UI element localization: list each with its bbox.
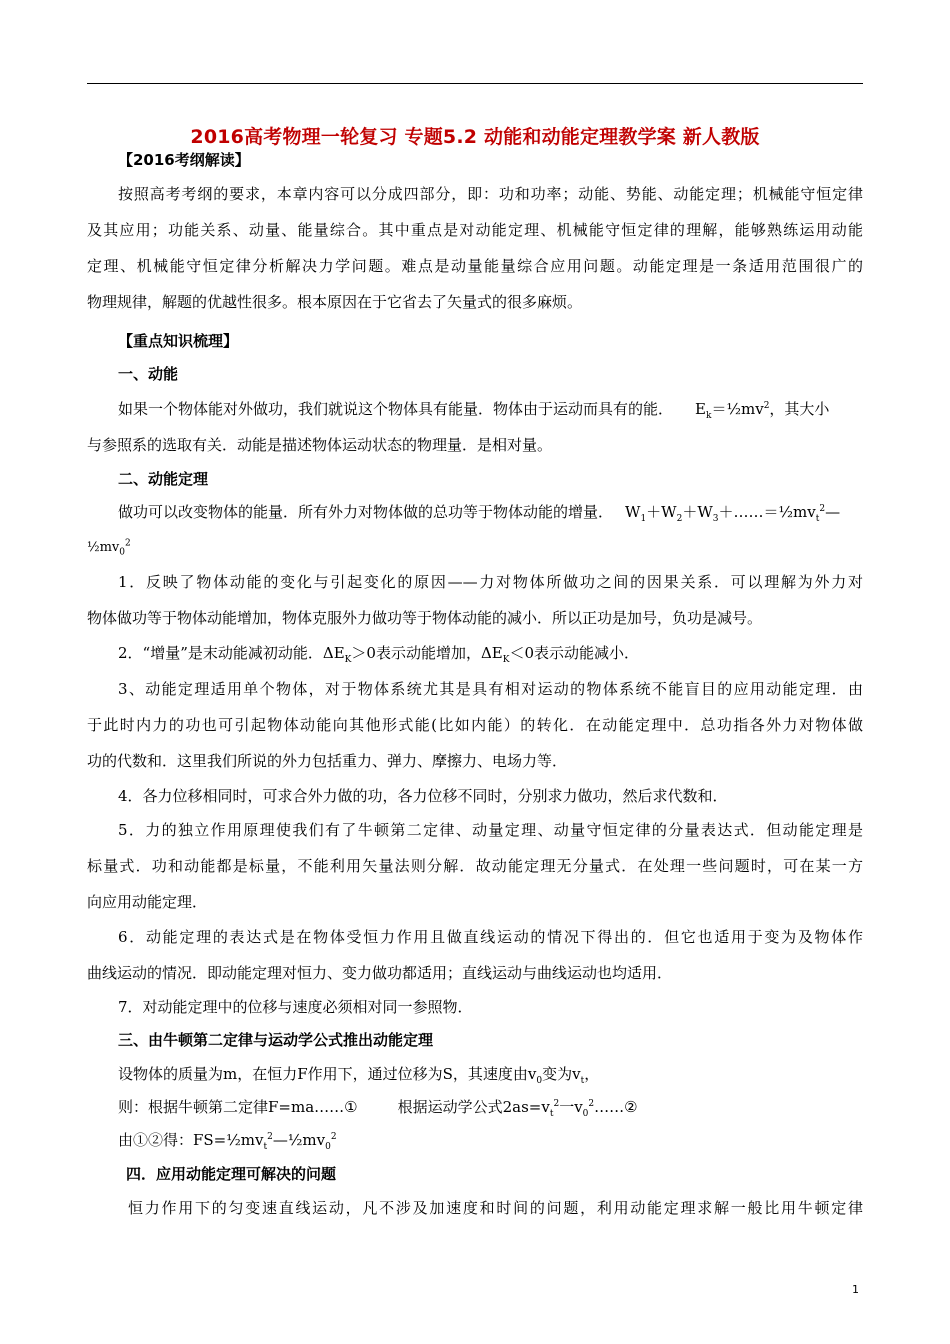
- section-1-heading: 一、动能: [118, 365, 179, 383]
- item-1-line-1: 1．反映了物体动能的变化与引起变化的原因——力对物体所做功之间的因果关系．可以理解为外力对: [118, 573, 863, 591]
- knowledge-heading: 【重点知识梳理】: [118, 332, 239, 350]
- header-rule: [87, 83, 863, 84]
- item-1-line-2: 物体做功等于物体动能增加，物体克服外力做功等于物体动能的减小．所以正功是加号，负功是减号。: [87, 609, 763, 627]
- item-3-line-2: 于此时内力的功也可引起物体动能向其他形式能(比如内能）的转化．在动能定理中．总功指各外力对物体做: [87, 716, 863, 734]
- item-6-line-1: 6．动能定理的表达式是在物体受恒力作用且做直线运动的情况下得出的．但它也适用于变为及物体作: [118, 928, 863, 946]
- item-2: 2．“增量”是末动能减初动能．$\Delta E_K>0$表示动能增加，$\Delta E_K<0$表示动能减小．: [118, 644, 640, 665]
- section-4-heading: 四．应用动能定理可解决的问题: [126, 1165, 337, 1183]
- intro-line-4: 物理规律，解题的优越性很多。根本原因在于它省去了矢量式的很多麻烦。: [87, 293, 583, 311]
- item-3-line-1: 3、动能定理适用单个物体，对于物体系统尤其是具有相对运动的物体系统不能盲目的应用动能定理．由: [118, 680, 863, 698]
- section-3-heading: 三、由牛顿第二定律与运动学公式推出动能定理: [118, 1031, 434, 1049]
- item-5-line-1: 5．力的独立作用原理使我们有了牛顿第二定律、动量定理、动量守恒定律的分量表达式．但动能定理是: [118, 821, 863, 839]
- section-2-line-1: 做功可以改变物体的能量．所有外力对物体做的总功等于物体动能的增量． $W_1+W_2+W_3+\dots\dots=\frac{1}{2}mv_t^2—$: [118, 503, 841, 524]
- item-7: 7．对动能定理中的位移与速度必须相对同一参照物．: [118, 998, 473, 1016]
- intro-line-2: 及其应用；功能关系、动量、能量综合。其中重点是对动能定理、机械能守恒定律的理解，能够熟练运用动能: [87, 221, 863, 239]
- intro-line-3: 定理、机械能守恒定律分析解决力学问题。难点是动量能量综合应用问题。动能定理是一条适用范围很广的: [87, 257, 863, 275]
- item-6-line-2: 曲线运动的情况．即动能定理对恒力、变力做功都适用；直线运动与曲线运动也均适用．: [87, 964, 673, 982]
- item-5-line-2: 标量式．功和动能都是标量，不能利用矢量法则分解．故动能定理无分量式．在处理一些问题时，可在某一方: [87, 857, 863, 875]
- section-4-line-1: 恒力作用下的匀变速直线运动，凡不涉及加速度和时间的问题，利用动能定理求解一般比用牛顿定律: [128, 1199, 863, 1217]
- intro-line-1: 按照高考考纲的要求，本章内容可以分成四部分，即：功和功率；动能、势能、动能定理；机械能守恒定律: [118, 185, 863, 203]
- page-number: 1: [852, 1283, 859, 1296]
- item-4: 4．各力位移相同时，可求合外力做的功，各力位移不同时，分别求力做功，然后求代数和．: [118, 787, 728, 805]
- item-3-line-3: 功的代数和．这里我们所说的外力包括重力、弹力、摩擦力、电场力等．: [87, 752, 568, 770]
- item-5-line-3: 向应用动能定理．: [87, 893, 208, 911]
- section-1-line-1: 如果一个物体能对外做功，我们就说这个物体具有能量．物体由于运动而具有的能． $E_k=\frac{1}{2}mv^2$，其大小: [118, 400, 830, 421]
- section-3-line-2: 则：根据牛顿第二定律F=ma……① 根据运动学公式$2as=v_t^2$一$v_0^2\dots\dots ②$: [118, 1098, 638, 1119]
- section-2-heading: 二、动能定理: [118, 470, 209, 488]
- section-3-line-3: 由①②得：$FS=\frac{1}{2}mv_t^2—\frac{1}{2}mv_0^2$: [118, 1131, 337, 1152]
- outline-heading: 【2016考纲解读】: [118, 151, 250, 169]
- section-3-line-1: 设物体的质量为m，在恒力F作用下，通过位移为S，其速度由$v_0$变为$v_t$，: [118, 1065, 600, 1086]
- document-title: 2016高考物理一轮复习 专题5.2 动能和动能定理教学案 新人教版: [190, 126, 760, 148]
- section-2-line-2: $\frac{1}{2}mv_0^2$: [87, 538, 131, 558]
- section-1-line-2: 与参照系的选取有关．动能是描述物体运动状态的物理量．是相对量。: [87, 436, 553, 454]
